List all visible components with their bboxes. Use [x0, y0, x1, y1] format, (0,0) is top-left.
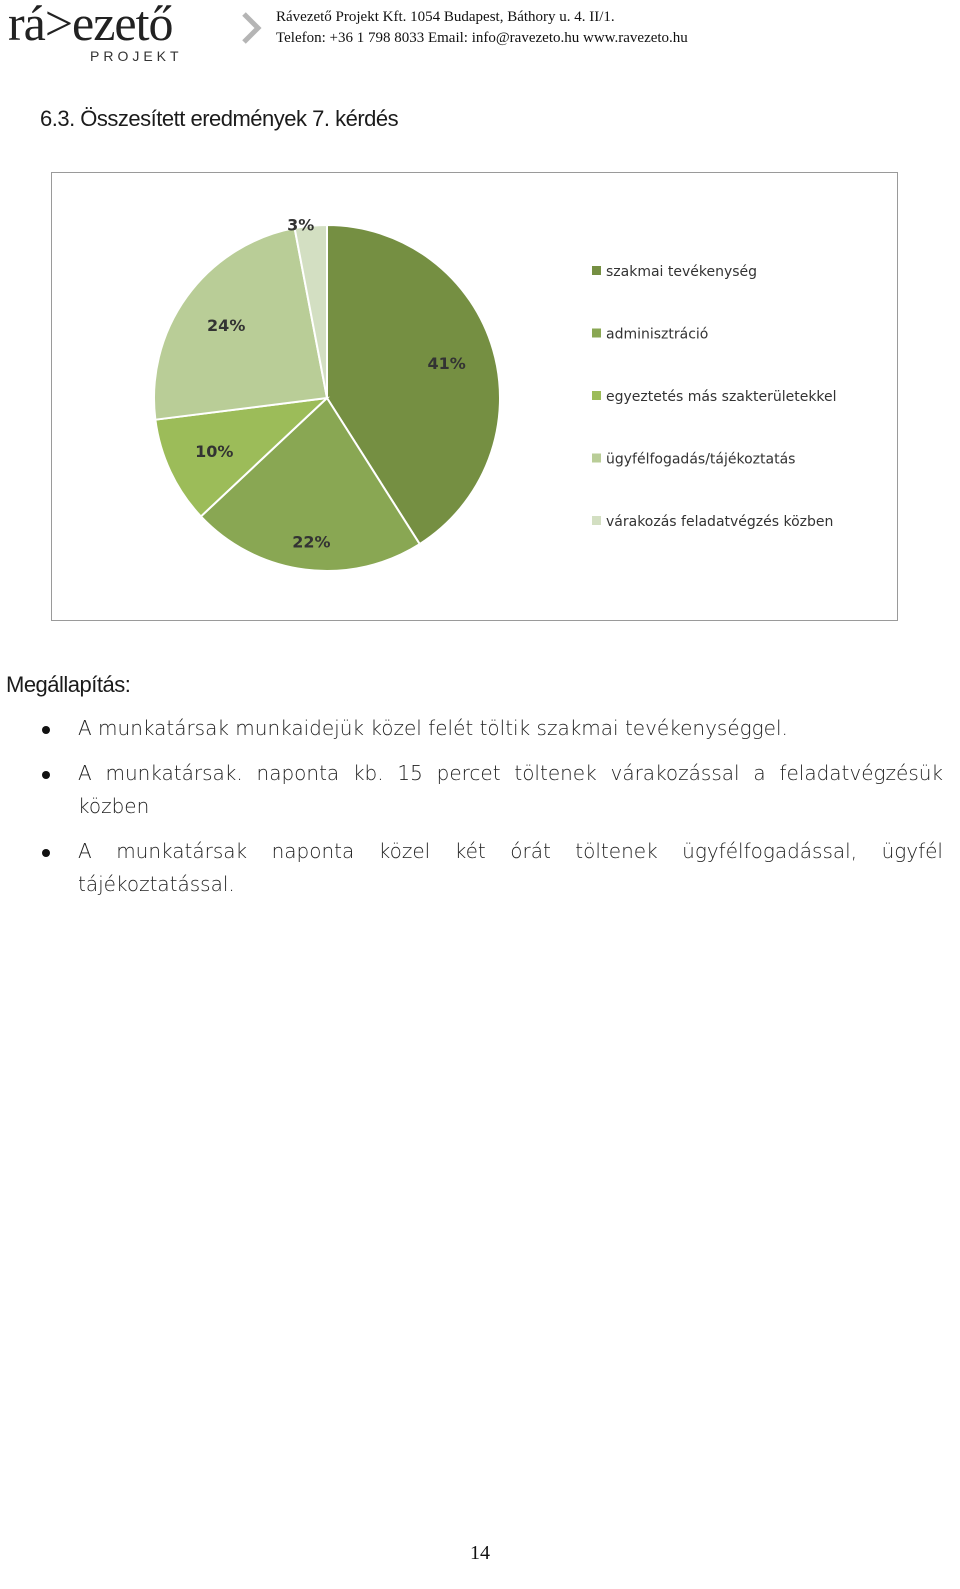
- pie-data-label: 22%: [292, 532, 331, 552]
- legend-swatch: [592, 329, 601, 338]
- page-number: 14: [470, 1542, 490, 1564]
- legend-swatch: [592, 266, 601, 275]
- pie-chart: [52, 173, 897, 620]
- company-info: [276, 7, 688, 49]
- pie-data-label: 41%: [427, 354, 466, 374]
- logo-subtitle: PROJEKT: [90, 48, 183, 64]
- pie-chart-frame: [51, 172, 898, 621]
- findings-title: Megállapítás:: [6, 672, 131, 697]
- legend-label: várakozás feladatvégzés közben: [606, 514, 834, 530]
- legend-swatch: [592, 454, 601, 463]
- page-header: [0, 0, 960, 70]
- finding-item: A munkatársak. naponta kb. 15 percet töltenek várakozással a feladatvégzésük közben: [40, 757, 943, 823]
- section-title: 6.3. Összesített eredmények 7. kérdés: [40, 106, 399, 131]
- legend-label: egyeztetés más szakterületekkel: [606, 389, 837, 405]
- legend-label: ügyfélfogadás/tájékoztatás: [606, 451, 796, 468]
- pie-data-label: 24%: [207, 315, 246, 335]
- company-contact-line: Telefon: +36 1 798 8033 Email: info@ravezeto.hu www.ravezeto.hu: [276, 30, 688, 46]
- findings-list: [40, 712, 943, 913]
- legend-swatch: [592, 391, 601, 400]
- legend-label: adminisztráció: [606, 326, 709, 343]
- logo-wordmark: rá>ezető: [8, 0, 173, 51]
- finding-item: A munkatársak munkaidejük közel felét töltik szakmai tevékenységgel.: [40, 712, 943, 745]
- finding-item: A munkatársak naponta közel két órát töltenek ügyfélfogadással, ügyfél tájékoztatással.: [40, 835, 943, 901]
- company-address-line: Rávezető Projekt Kft. 1054 Budapest, Báthory u. 4. II/1.: [276, 9, 615, 25]
- pie-data-label: 10%: [195, 442, 234, 461]
- chevron-right-icon: [238, 8, 264, 48]
- legend-swatch: [592, 516, 601, 525]
- legend-label: szakmai tevékenység: [606, 264, 758, 280]
- pie-data-label: 3%: [287, 215, 315, 235]
